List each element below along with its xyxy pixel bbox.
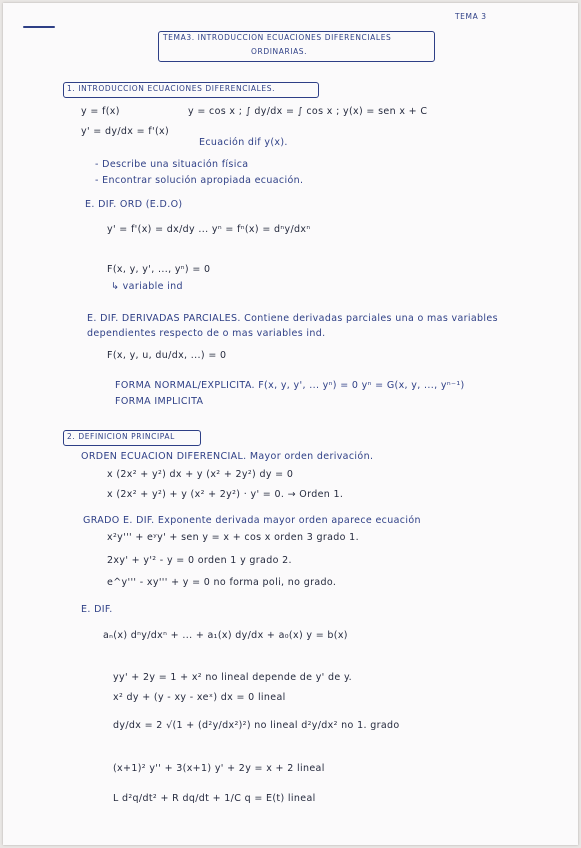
linear-example3: dy/dx = 2 √(1 + (d²y/dx²)²) no lineal d²y/dx² no 1. grado: [113, 720, 400, 731]
edif-label: E. DIF.: [81, 604, 113, 615]
grado-example2: 2xy' + y'² - y = 0 orden 1 y grado 2.: [107, 555, 292, 566]
edp-definition-line2: dependientes respecto de o mas variables ind.: [87, 328, 326, 339]
linear-example1: yy' + 2y = 1 + x² no lineal depende de y' de y.: [113, 672, 352, 683]
eq-cos-integral: y = cos x ; ∫ dy/dx = ∫ cos x ; y(x) = sen x + C: [188, 106, 428, 117]
variable-note: ↳ variable ind: [111, 281, 183, 292]
notebook-page: [3, 3, 578, 845]
eq-caption: Ecuación dif y(x).: [199, 137, 288, 148]
normal-form-line: FORMA NORMAL/EXPLICITA. F(x, y, y', ... yⁿ) = 0 yⁿ = G(x, y, ..., yⁿ⁻¹): [115, 380, 465, 391]
linear-general-form: aₙ(x) dⁿy/dxⁿ + ... + a₁(x) dy/dx + a₀(x) y = b(x): [103, 630, 348, 641]
eq-derivative-def: y' = dy/dx = f'(x): [81, 126, 170, 137]
edo-label: E. DIF. ORD (E.D.O): [85, 199, 183, 210]
general-form-eq: F(x, y, y', ..., yⁿ) = 0: [107, 264, 211, 275]
orden-example2: x (2x² + y²) + y (x² + 2y²) · y' = 0. → Orden 1.: [107, 489, 344, 500]
linear-example4: (x+1)² y'' + 3(x+1) y' + 2y = x + 2 lineal: [113, 763, 325, 774]
edo-equation: y' = f'(x) = dx/dy ... yⁿ = fⁿ(x) = dⁿy/dxⁿ: [107, 224, 311, 235]
grado-example1: x²y''' + eʸy' + sen y = x + cos x orden 3 grado 1.: [107, 532, 359, 543]
section1-heading: 1. INTRODUCCION ECUACIONES DIFERENCIALES.: [67, 84, 276, 93]
grado-label: GRADO E. DIF. Exponente derivada mayor orden aparece ecuación: [83, 515, 421, 526]
bullet-solution: - Encontrar solución apropiada ecuación.: [95, 175, 304, 186]
linear-example2: x² dy + (y - xy - xeˣ) dx = 0 lineal: [113, 692, 286, 703]
implicit-form-line: FORMA IMPLICITA: [115, 396, 204, 407]
orden-example1: x (2x² + y²) dx + y (x² + 2y²) dy = 0: [107, 469, 294, 480]
linear-example5: L d²q/dt² + R dq/dt + 1/C q = E(t) lineal: [113, 793, 316, 804]
page-title-line1: TEMA3. INTRODUCCION ECUACIONES DIFERENCIALES: [163, 33, 392, 42]
page-tab-label: TEMA 3: [455, 12, 487, 21]
grado-example3: e^y''' - xy''' + y = 0 no forma poli, no grado.: [107, 577, 337, 588]
edp-definition-line1: E. DIF. DERIVADAS PARCIALES. Contiene derivadas parciales una o mas variables: [87, 313, 498, 324]
edp-equation: F(x, y, u, du/dx, ...) = 0: [107, 350, 227, 361]
bullet-describe: - Describe una situación física: [95, 159, 249, 170]
orden-label: ORDEN ECUACION DIFERENCIAL. Mayor orden derivación.: [81, 451, 374, 462]
page-title-line2: ORDINARIAS.: [251, 47, 308, 56]
eq-y-fx: y = f(x): [81, 106, 120, 117]
section2-heading: 2. DEFINICION PRINCIPAL: [67, 432, 175, 441]
margin-dash: [23, 26, 55, 28]
